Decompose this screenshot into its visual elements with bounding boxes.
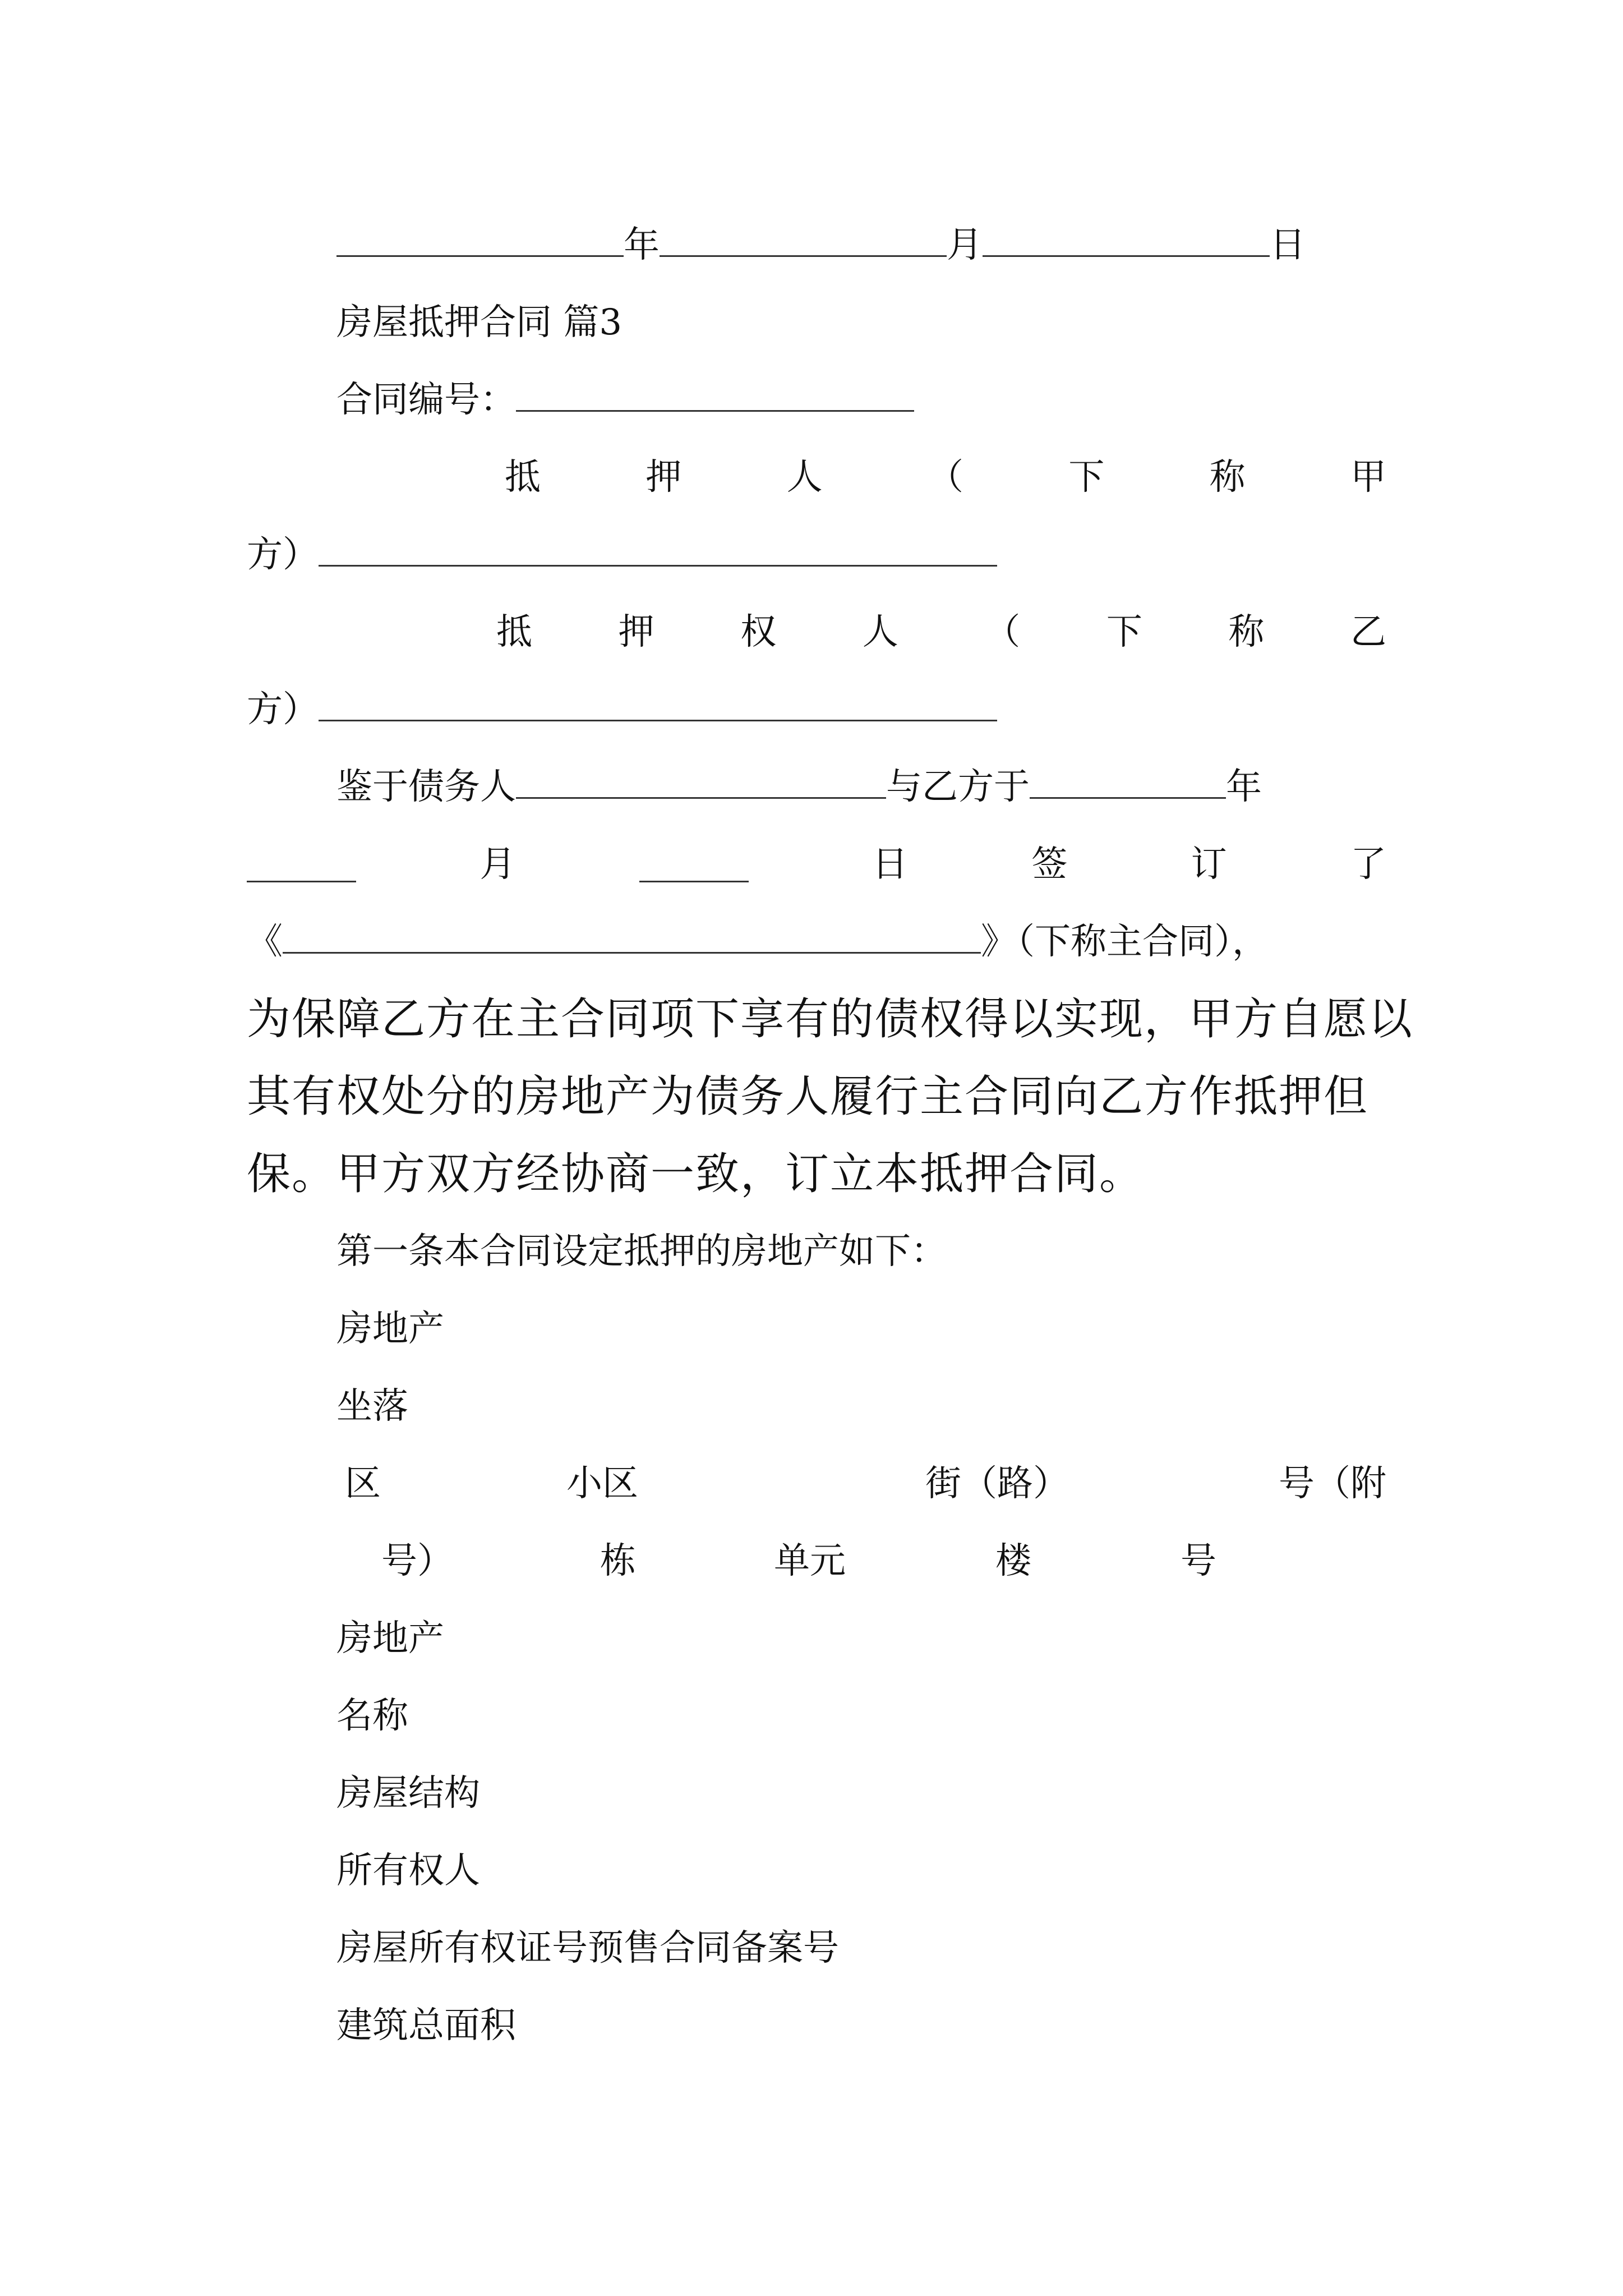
address-part: 楼 [995,1540,1031,1582]
party-a-char: 抵 [505,457,541,498]
day-blank [983,221,1270,257]
party-b-char: 乙 [1350,611,1386,653]
debtor-blank [516,763,886,799]
party-b-char: （ [984,611,1021,653]
address-part: 号） [381,1540,453,1582]
recital-line-1 [336,748,1262,826]
recital-line-4: 为保障乙方在主合同项下享有的债权得以实现，甲方自愿以 [247,994,1414,1045]
recital-text: 鉴于债务人 [336,766,516,808]
date-line [336,206,1306,284]
field-structure: 房屋结构 [336,1773,480,1814]
party-b-char: 押 [618,611,654,653]
recital-text: 月 [479,844,516,885]
contract-number-label: 合同编号： [336,379,516,421]
party-a-char: 下 [1068,457,1105,498]
field-cert-number: 房屋所有权证号预售合同备案号 [336,1927,839,1969]
address-part: 号 [1181,1540,1216,1582]
sign-day-blank [639,846,749,882]
recital-text: 》（下称主合同）， [981,921,1268,963]
party-b-char: 权 [740,611,777,653]
party-b-char: 人 [862,611,898,653]
sign-month-blank [247,846,356,882]
recital-text: 订 [1191,844,1227,885]
party-b-char: 抵 [496,611,532,653]
party-a-blank [319,531,997,567]
recital-text: 年 [1226,766,1262,808]
recital-line-3 [247,903,1268,981]
year-blank [336,221,624,257]
day-label: 日 [1270,224,1306,266]
month-label: 月 [947,224,983,266]
main-contract-blank [283,918,981,954]
field-property: 房地产 [336,1308,444,1350]
field-name: 名称 [336,1695,408,1737]
party-b-line [496,593,1386,671]
field-owner: 所有权人 [336,1850,480,1892]
recital-text: 日 [872,844,908,885]
address-part: 区 [345,1463,381,1504]
party-a-char: （ [927,457,963,498]
recital-line-2 [247,826,1386,903]
month-blank [660,221,947,257]
party-b-line-2 [247,671,997,748]
article-1: 第一条本合同设定抵押的房地产如下： [336,1231,947,1272]
field-total-area: 建筑总面积 [336,2005,516,2046]
address-line-1 [345,1445,1386,1522]
party-a-char: 甲 [1350,457,1386,498]
party-b-blank [319,685,997,721]
recital-text: 签 [1031,844,1068,885]
party-b-tail: 方） [247,689,319,730]
field-location: 坐落 [336,1386,408,1427]
recital-text: 了 [1350,844,1386,885]
recital-text: 与乙方于 [886,766,1030,808]
address-line-2 [381,1522,1279,1600]
address-part: 单元 [774,1540,846,1582]
party-b-char: 称 [1228,611,1265,653]
party-a-char: 押 [645,457,682,498]
contract-number-blank [516,376,914,412]
party-a-char: 人 [786,457,823,498]
party-a-line-2 [247,516,997,593]
address-part: 小区 [566,1463,638,1504]
recital-line-6: 保。甲方双方经协商一致，订立本抵押合同。 [247,1149,1145,1199]
recital-line-5: 其有权处分的房地产为债务人履行主合同向乙方作抵押但 [247,1071,1369,1122]
contract-number-line [336,361,914,439]
sign-year-blank [1030,763,1226,799]
party-a-tail: 方） [247,534,319,576]
section-heading: 房屋抵押合同 篇3 [336,302,623,343]
party-b-char: 下 [1106,611,1142,653]
party-a-line [505,439,1386,516]
party-a-char: 称 [1209,457,1246,498]
field-property-2: 房地产 [336,1618,444,1659]
address-part: 栋 [600,1540,636,1582]
recital-text: 《 [247,921,283,963]
address-part: 街（路） [925,1463,1069,1504]
address-part: 号（附 [1279,1463,1386,1504]
year-label: 年 [624,224,660,266]
